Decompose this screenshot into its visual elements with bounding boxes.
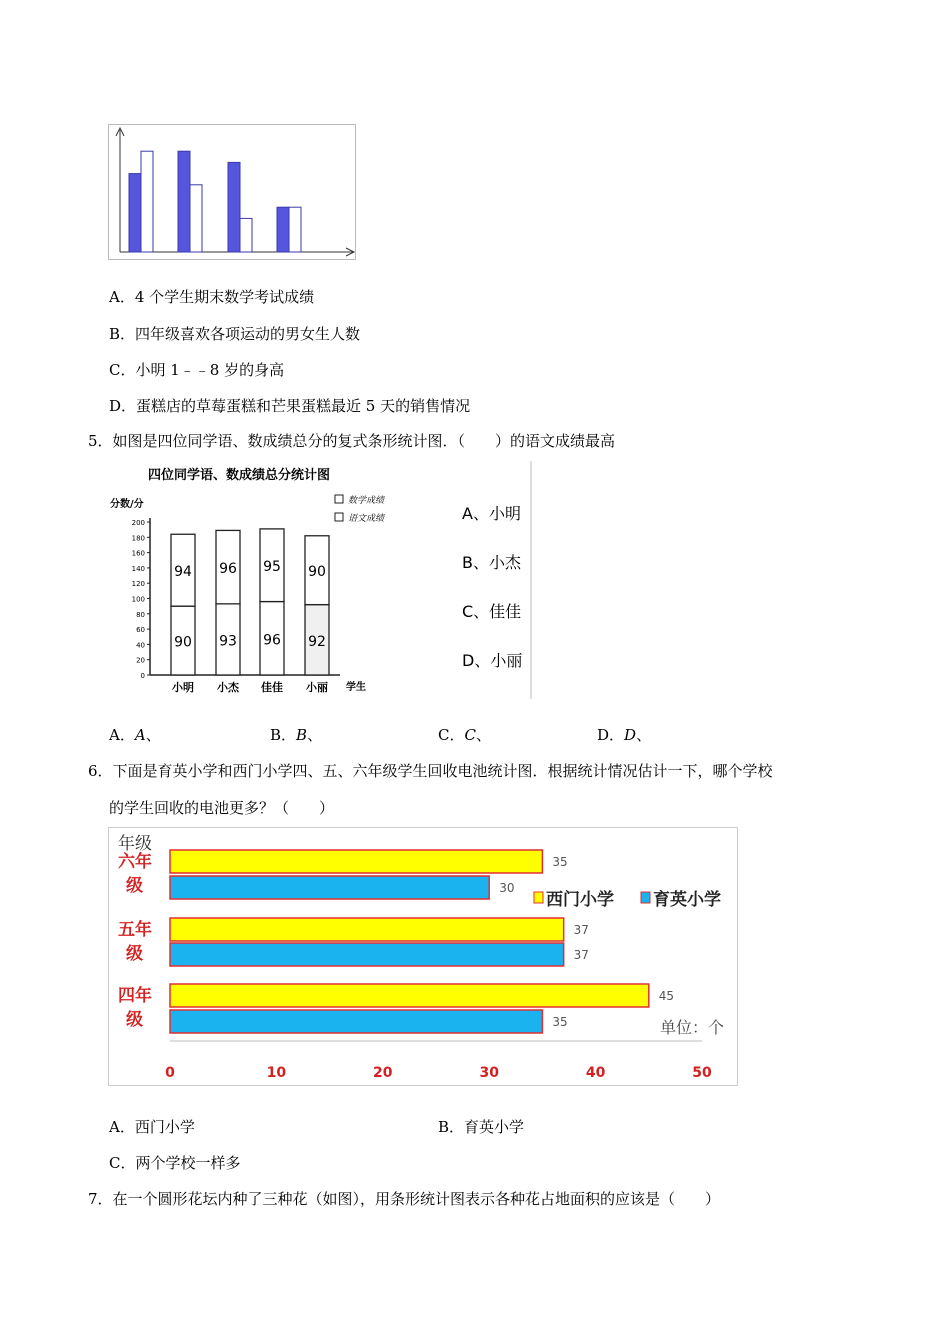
legend-swatch xyxy=(335,513,343,521)
image-choice-label: D、小丽 xyxy=(462,651,523,670)
q4-option-a: A．4 个学生期末数学考试成绩 xyxy=(109,288,315,306)
image-choice-label: C、佳佳 xyxy=(462,602,522,621)
bar-ximen xyxy=(170,850,542,873)
y-tick-label: 140 xyxy=(131,564,145,573)
bar-yuying xyxy=(170,876,489,899)
chart-title: 四位同学语、数成绩总分统计图 xyxy=(148,468,331,483)
q4-option-d: D．蛋糕店的草莓蛋糕和芒果蛋糕最近 5 天的销售情况 xyxy=(109,397,471,415)
x-tick-label: 0 xyxy=(165,1065,175,1081)
legend-label: 西门小学 xyxy=(546,890,614,910)
bar xyxy=(240,218,252,252)
q6-stem-line2: 的学生回收的电池更多？（ ） xyxy=(109,799,335,817)
data-label: 96 xyxy=(263,632,281,649)
x-axis-label: 学生 xyxy=(346,682,366,693)
category-label: 六年 xyxy=(118,852,152,872)
bar xyxy=(178,151,190,252)
data-label: 30 xyxy=(499,881,515,895)
data-label: 94 xyxy=(174,564,192,581)
data-label: 37 xyxy=(573,923,589,937)
legend-label: 数学成绩 xyxy=(348,496,385,506)
q5-option-d: D．D、 xyxy=(597,726,652,744)
data-label: 35 xyxy=(552,1015,568,1029)
q4-option-b: B．四年级喜欢各项运动的男女生人数 xyxy=(109,325,361,343)
data-label: 90 xyxy=(174,634,192,651)
bar-ximen xyxy=(170,918,564,941)
q6-option-c: C．两个学校一样多 xyxy=(109,1154,241,1172)
x-tick-label: 40 xyxy=(585,1065,606,1081)
bar xyxy=(141,151,153,252)
x-tick-label: 小丽 xyxy=(306,681,328,694)
y-axis-label: 分数/分 xyxy=(110,499,144,510)
q6-option-b: B．育英小学 xyxy=(438,1118,525,1136)
y-tick-label: 200 xyxy=(131,519,145,527)
y-tick-label: 100 xyxy=(131,595,145,604)
x-tick-label: 10 xyxy=(266,1065,287,1081)
q4-option-c: C．小明 1﹣﹣8 岁的身高 xyxy=(109,361,285,379)
q5-stem: 5．如图是四位同学语、数成绩总分的复式条形统计图．（ ）的语文成绩最高 xyxy=(88,432,616,450)
y-tick-label: 160 xyxy=(131,549,145,558)
legend-swatch xyxy=(641,892,650,903)
y-tick-label: 0 xyxy=(140,672,145,680)
x-tick-label: 佳佳 xyxy=(261,681,283,694)
category-label: 级 xyxy=(126,944,143,964)
bar xyxy=(289,207,301,252)
x-tick-label: 小明 xyxy=(172,681,194,694)
legend-swatch xyxy=(534,892,543,903)
image-choice-label: B、小杰 xyxy=(462,553,521,572)
q5-option-c: C．C、 xyxy=(438,726,491,744)
data-label: 92 xyxy=(308,633,326,650)
bar xyxy=(228,162,240,252)
q5-option-b: B．B、 xyxy=(270,726,323,744)
legend-swatch xyxy=(335,495,343,503)
bar-yuying xyxy=(170,1010,542,1033)
x-tick-label: 20 xyxy=(373,1065,393,1081)
bar-yuying xyxy=(170,943,564,966)
bar xyxy=(190,185,202,252)
category-label: 级 xyxy=(126,876,143,896)
data-label: 95 xyxy=(263,559,281,576)
y-tick-label: 40 xyxy=(136,641,145,650)
data-label: 93 xyxy=(219,633,237,650)
q7-stem: 7．在一个圆形花坛内种了三种花（如图），用条形统计图表示各种花占地面积的应该是（ ） xyxy=(88,1190,721,1208)
bar xyxy=(277,207,289,252)
q6-stem-line1: 6．下面是育英小学和西门小学四、五、六年级学生回收电池统计图．根据统计情况估计一下，哪个学校 xyxy=(88,762,773,780)
x-tick-label: 50 xyxy=(692,1065,712,1081)
category-label: 五年 xyxy=(118,920,152,940)
q4-chart xyxy=(108,122,358,262)
category-label: 四年 xyxy=(118,986,152,1006)
x-tick-label: 30 xyxy=(479,1065,499,1081)
q5-option-a: A．A、 xyxy=(109,726,161,744)
data-label: 45 xyxy=(658,989,675,1003)
data-label: 37 xyxy=(573,948,589,962)
unit-label: 单位：个 xyxy=(660,1018,725,1037)
category-label: 级 xyxy=(126,1010,143,1030)
data-label: 96 xyxy=(219,561,237,578)
x-tick-label: 小杰 xyxy=(217,681,239,694)
y-tick-label: 60 xyxy=(136,626,145,635)
y-tick-label: 120 xyxy=(131,580,145,589)
bar xyxy=(129,174,141,252)
bar-ximen xyxy=(170,984,649,1007)
data-label: 90 xyxy=(308,564,326,581)
y-tick-label: 20 xyxy=(136,656,145,665)
y-tick-label: 180 xyxy=(131,534,145,543)
y-axis-title: 年级 xyxy=(118,834,152,854)
data-label: 35 xyxy=(552,855,568,869)
q5-chart xyxy=(108,461,534,701)
q6-option-a: A．西门小学 xyxy=(109,1118,195,1136)
q6-chart xyxy=(108,827,740,1089)
legend-label: 语文成绩 xyxy=(348,514,385,524)
legend-label: 育英小学 xyxy=(653,890,721,910)
image-choice-label: A、小明 xyxy=(462,504,521,523)
y-tick-label: 80 xyxy=(136,610,145,619)
